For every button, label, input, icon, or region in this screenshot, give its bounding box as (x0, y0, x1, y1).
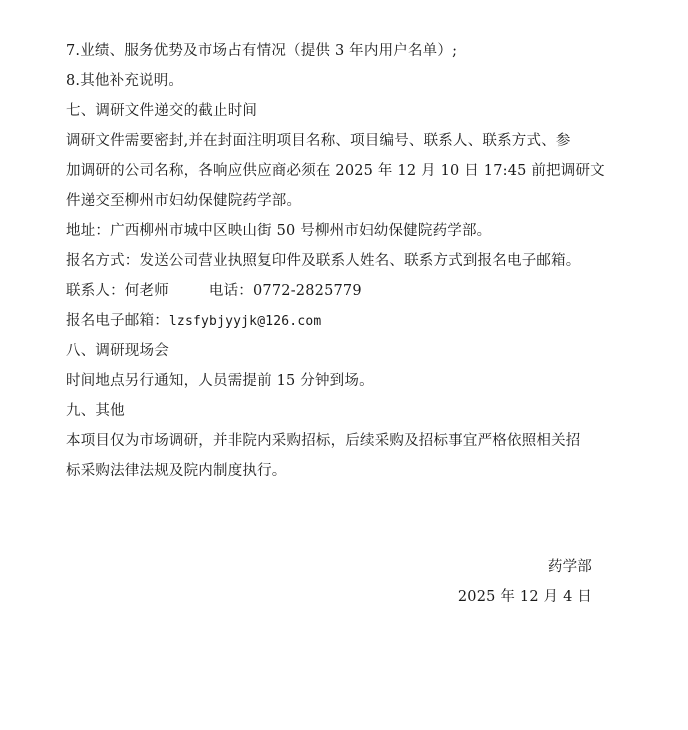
signature-block (458, 552, 592, 612)
contact-line (66, 276, 606, 306)
section-9-paragraph-line-1: 本项目仅为市场调研，并非院内采购招标，后续采购及招标事宜严格依照相关招 (66, 433, 581, 449)
contact-phone: 电话：0772-2825779 (208, 283, 362, 299)
signature-date: 2025 年 12 月 4 日 (457, 589, 592, 605)
section-8-text: 时间地点另行通知，人员需提前 15 分钟到场。 (66, 373, 374, 389)
address-line: 地址：广西柳州市城中区映山街 50 号柳州市妇幼保健院药学部。 (66, 223, 492, 239)
contact-person: 联系人：何老师 (66, 283, 169, 299)
email-address: lzsfybjyyjk@126.com (168, 314, 322, 329)
section-9-paragraph-line-2: 标采购法律法规及院内制度执行。 (66, 463, 287, 479)
document-body (66, 36, 606, 486)
item-8: 8.其他补充说明。 (66, 73, 184, 89)
signature-department: 药学部 (547, 559, 592, 575)
section-7-paragraph-line-3: 件递交至柳州市妇幼保健院药学部。 (66, 193, 302, 209)
section-7-paragraph-line-2: 加调研的公司名称，各响应供应商必须在 2025 年 12 月 10 日 17:45 前把调研文 (66, 163, 605, 179)
email-line (66, 306, 606, 336)
section-7-paragraph-line-1: 调研文件需要密封,并在封面注明项目名称、项目编号、联系人、联系方式、参 (66, 133, 571, 149)
signup-method-line: 报名方式：发送公司营业执照复印件及联系人姓名、联系方式到报名电子邮箱。 (66, 253, 581, 269)
item-7: 7.业绩、服务优势及市场占有情况（提供 3 年内用户名单）; (66, 43, 458, 59)
section-8-heading: 八、调研现场会 (66, 343, 169, 359)
section-7-heading: 七、调研文件递交的截止时间 (66, 103, 258, 119)
section-9-heading: 九、其他 (66, 403, 125, 419)
email-label: 报名电子邮箱： (66, 313, 169, 329)
